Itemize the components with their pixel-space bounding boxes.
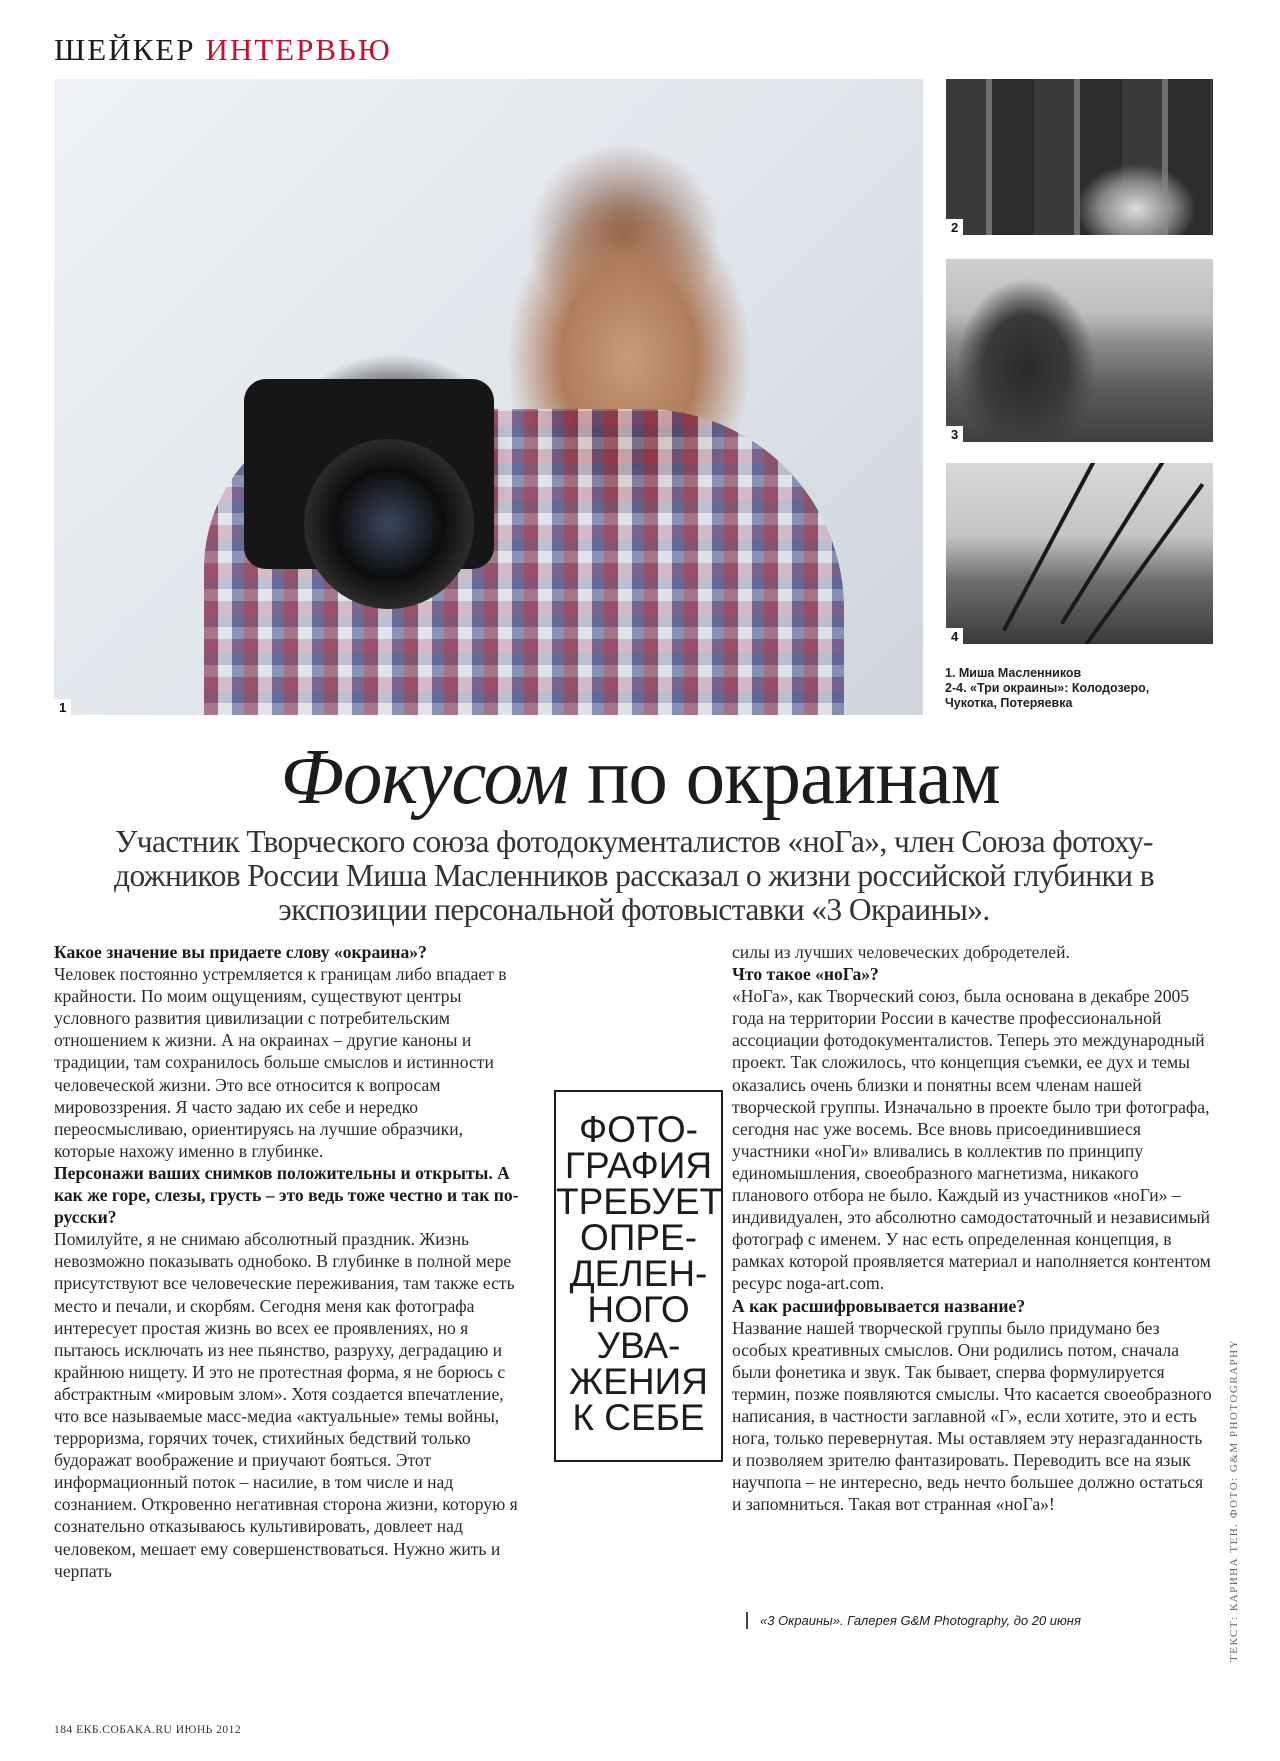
answer: «НоГа», как Творческий союз, была основана в декабре 2005 года на территории России в качестве профессиональной ассоциации фотодокументалистов. Теперь это международный проект. Так сложилось, что концепция съемки, ее дух и темы оказались очень близки и понятны всем членам нашей творческой группы. Изначально в проекте было три фотографа, сегодня нас уже восемь. Все вновь присоединившиеся участники «ноГи» вливались в коллектив по принципу единомышления, своеобразного магнетизма, никакого планового отбора не было. Каждый из участников «ноГи» – индивидуален, это абсолютно самодостаточный и независимый фотограф с именем. У нас есть определенная концепция, в рамках которой проявляется материал и наполняется контентом ресурс noga-art.com. <box>732 986 1211 1294</box>
subsection-name: ИНТЕРВЬЮ <box>205 32 392 67</box>
pull-quote-line: ОПРЕ- <box>579 1217 698 1258</box>
headline-italic: Фокусом <box>280 734 569 821</box>
pull-quote-line: ФОТО- <box>579 1109 698 1150</box>
pull-quote-line: ЖЕНИЯ <box>569 1361 708 1402</box>
article-headline <box>0 734 1280 821</box>
photo-icons-woman <box>946 79 1213 235</box>
photo-swing-girl <box>946 463 1213 644</box>
caption-line: Чукотка, Потеряевка <box>945 696 1073 710</box>
photo-caption <box>945 666 1215 711</box>
photo-number: 2 <box>946 219 963 235</box>
question: Что такое «ноГа»? <box>732 964 879 985</box>
photo-number: 3 <box>946 426 963 442</box>
page-footer: 184 ЕКБ.СОБАКА.RU ИЮНЬ 2012 <box>54 1724 242 1736</box>
text-column-right <box>732 941 1213 1515</box>
photo-number: 1 <box>54 699 71 715</box>
caption-line: 2-4. «Три окраины»: Колодозеро, <box>945 681 1150 695</box>
exhibition-info: «3 Окраины». Галерея G&M Photography, до 20 июня <box>746 1612 1081 1629</box>
question: Персонажи ваших снимков положительны и открыты. А как же горе, слезы, грусть – это ведь тоже честно и так по-русски? <box>54 1162 519 1228</box>
section-header <box>54 34 392 65</box>
pull-quote <box>554 1090 723 1462</box>
text-column-left <box>54 941 524 1582</box>
camera-lens-shape <box>304 439 474 609</box>
pull-quote-line: ТРЕБУЕТ <box>556 1181 723 1222</box>
question: А как расшифровывается название? <box>732 1295 1026 1316</box>
answer: Название нашей творческой группы было придумано без особых креативных смыслов. Они родились потом, сначала были фонетика и звук. Так бывает, сперва формулируется термин, позже появляются смыслы. Что касается своеобразного написания, в частности заглавной «Г», если хотите, это и есть нога, только перевернутая. Мы оставляем эту неразгаданность и позволяем зрителю фантазировать. Переводить все на язык научпопа – не интересно, ведь нечто большее должно остаться и запомниться. Такая вот странная «ноГа»! <box>732 1317 1212 1515</box>
swing-pole <box>1002 463 1099 631</box>
section-name: ШЕЙКЕР <box>54 32 196 67</box>
caption-line: 1. Миша Масленников <box>945 666 1082 680</box>
pull-quote-line: К СЕБЕ <box>572 1397 705 1438</box>
answer: Человек постоянно устремляется к границам либо впадает в крайности. По моим ощущениям, существуют центры условного развития цивилизации с потребительским отношением к жизни. А на окраинах – другие каноны и традиции, там сохранилось больше смыслов и истинности человеческой жизни. Это все относится к вопросам мировоззрения. Я часто задаю их себе и нередко переосмысливаю, ориентируясь на лучшие образчики, которые нахожу именно в глубинке. <box>54 964 507 1161</box>
pull-quote-line: ГРАФИЯ <box>564 1145 713 1186</box>
photo-number: 4 <box>946 628 963 644</box>
pull-quote-line: УВА- <box>596 1325 681 1366</box>
pull-quote-line: ДЕЛЕН- <box>569 1253 708 1294</box>
photo-chukotka-man <box>946 259 1213 442</box>
answer: Помилуйте, я не снимаю абсолютный праздник. Жизнь невозможно показывать однобоко. В глубинке в полной мере присутствуют все человеческие переживания, там также есть место и печали, и скорбям. Сегодня меня как фотографа интересует простая жизнь во всех ее проявлениях, но я пытаюсь исключать из нее пьянство, разруху, деградацию и крайнюю нищету. И это не протестная форма, я не борюсь с абстрактным «мировым злом». Хотя создается впечатление, что все называемые масс-медиа «актуальные» темы войны, терроризма, горячих точек, стихийных бедствий только будоражат воображение и приучают бояться. Этот информационный поток – насилие, в том числе и над сознанием. Откровенно негативная сторона жизни, которую я сознательно отказываюсь культивировать, довлеет над человеком, мешает ему совершенствоваться. Нужно жить и черпать <box>54 1229 518 1581</box>
answer-continued: силы из лучших человеческих добродетелей. <box>732 942 1070 962</box>
photo-credits: ТЕКСТ: КАРИНА ТЕН. ФОТО: G&M PHOTOGRAPHY <box>1228 1338 1240 1662</box>
headline-rest: по окраинам <box>568 734 1000 821</box>
question: Какое значение вы придаете слову «окраина»? <box>54 942 427 962</box>
pull-quote-line: НОГО <box>587 1289 690 1330</box>
photo-portrait <box>54 79 923 715</box>
article-lead: Участник Творческого союза фотодокументалистов «ноГа», член Союза фотоху-дожников России Миша Масленников рассказал о жизни российской глубинки в экспозиции персональной фотовыставки «3 Окраины». <box>114 824 1154 927</box>
